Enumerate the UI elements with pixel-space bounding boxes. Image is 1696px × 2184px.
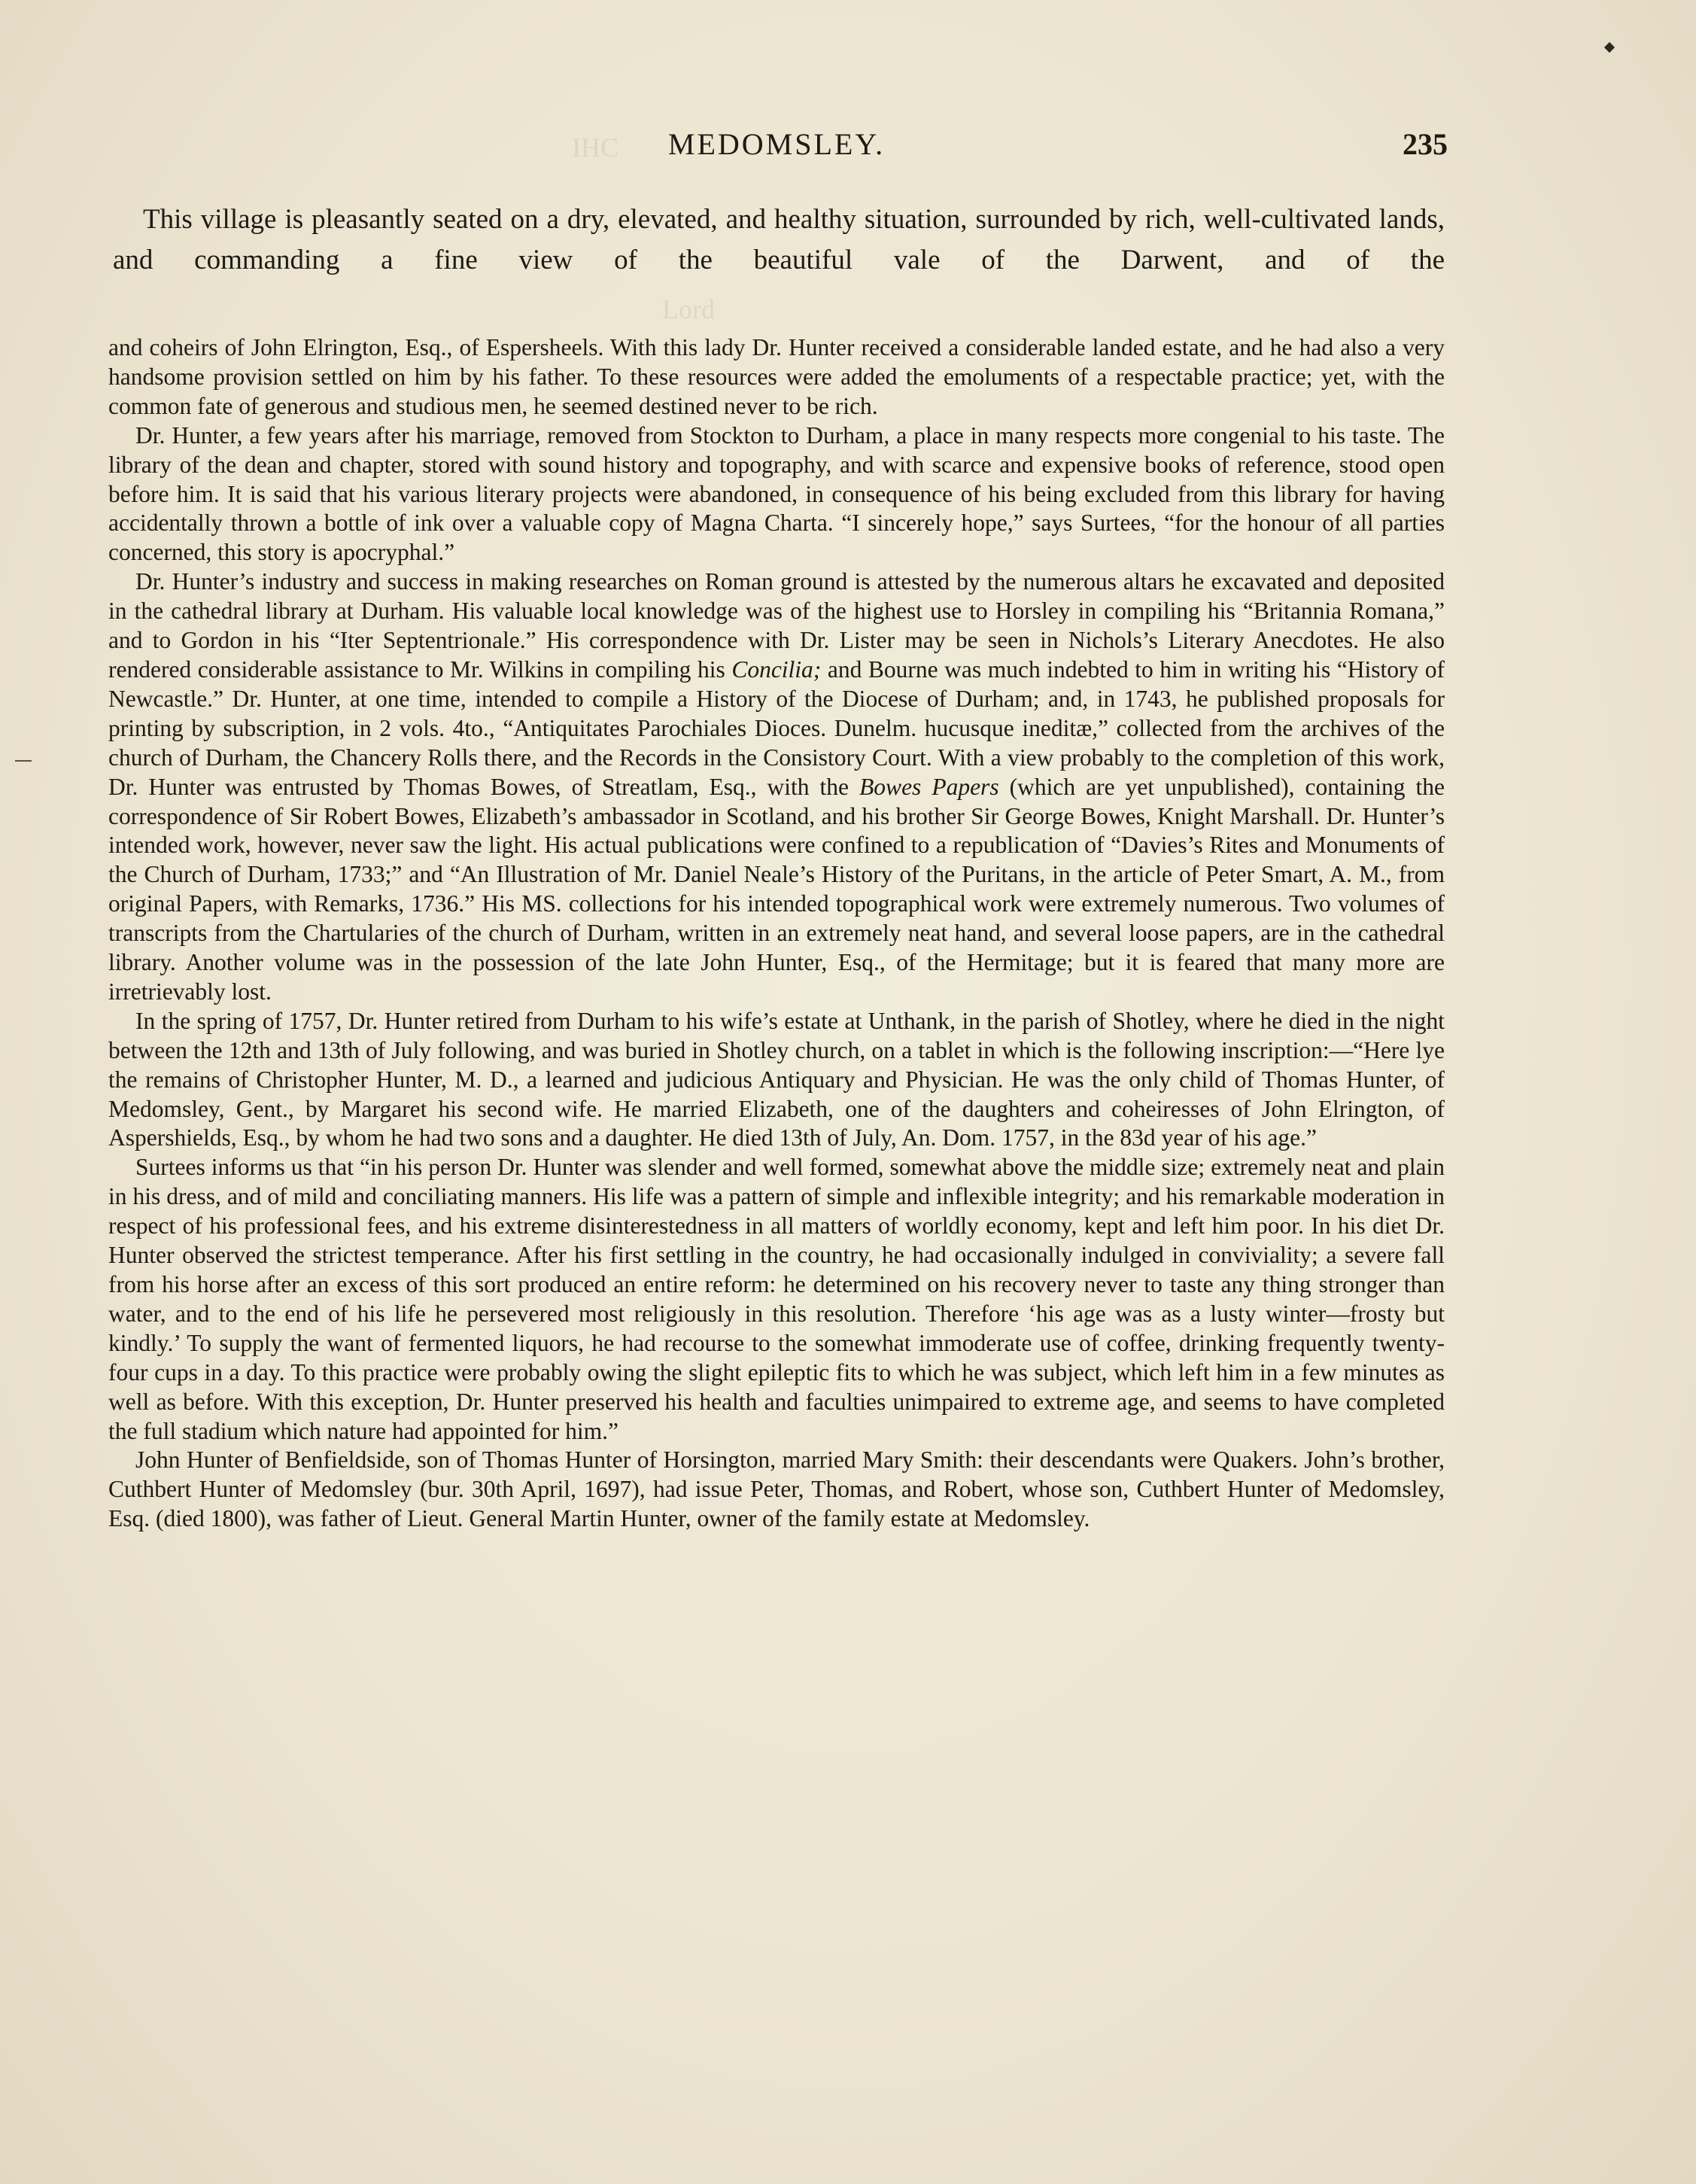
text-run: Dr. Hunter’s industry and success in making researches on Roman ground is attested by the numerous altars he excavated and deposited in the cathedral library at Durham. His valuable local knowledge was of the highest use to Horsley in compiling his “Britannia Romana,” and to Gordon in his “Iter Septentrionale.” His correspondence with Dr. Lister may be seen in Nichols’s Literary Anecdotes. He also rendered considerable assistance to Mr. Wilkins in compiling his xyxy=(108,568,1445,683)
text-run: and Bourne was much indebted to him in writing his “History of Newcastle.” Dr. Hunter, at one time, intended to compile a History of the Diocese of Durham; and, in 1743, he published proposals for printing by subscription, in 2 vols. 4to., “Antiquitates Parochiales Dioces. Dunelm. hucusque ineditæ,” collected from the archives of the church of Durham, the Chancery Rolls there, and the Records in the Consistory Court. With a view probably to the completion of this work, Dr. Hunter was entrusted by Thomas Bowes, of Streatlam, Esq., with the xyxy=(108,656,1445,800)
paragraph: John Hunter of Benfieldside, son of Thomas Hunter of Horsington, married Mary Smith: their descendants were Quakers. John’s brother, Cuthbert Hunter of Medomsley (bur. 30th April, 1697), had issue Peter, Thomas, and Robert, whose son, Cuthbert Hunter of Medomsley, Esq. (died 1800), was father of Lieut. General Martin Hunter, owner of the family estate at Medomsley. xyxy=(108,1446,1445,1532)
paragraph: In the spring of 1757, Dr. Hunter retired from Durham to his wife’s estate at Unthank, in the parish of Shotley, where he died in the night between the 12th and 13th of July following, and was buried in Shotley church, on a tablet in which is the following inscription:—“Here lye the remains of Christopher Hunter, M. D., a learned and judicious Antiquary and Physician. He was the only child of Thomas Hunter, of Medomsley, Gent., by Margaret his second wife. He married Elizabeth, one of the daughters and coheiresses of John Elrington, of Aspershields, Esq., by whom he had two sons and a daughter. He died 13th of July, An. Dom. 1757, in the 83d year of his age.” xyxy=(108,1007,1445,1151)
intro-section xyxy=(113,199,1445,281)
paragraph: Dr. Hunter, a few years after his marriage, removed from Stockton to Durham, a place in many respects more congenial to his taste. The library of the dean and chapter, stored with sound history and topography, and with scarce and expensive books of reference, stood open before him. It is said that his various literary projects were abandoned, in consequence of his being excluded from this library for having accidentally thrown a bottle of ink over a valuable copy of Magna Charta. “I sincerely hope,” says Surtees, “for the honour of all parties concerned, this story is apocryphal.” xyxy=(108,421,1445,566)
margin-dash xyxy=(15,760,32,762)
text-run: (which are yet unpublished), containing the correspondence of Sir Robert Bowes, Elizabeth’s ambassador in Scotland, and his brother Sir George Bowes, Knight Marshall. Dr. Hunter’s intended work, however, never saw the light. His actual publications were confined to a republication of “Davies’s Rites and Monuments of the Church of Durham, 1733;” and “An Illustration of Mr. Daniel Neale’s History of the Puritans, in the article of Peter Smart, A. M., from original Papers, with Remarks, 1736.” His MS. collections for his intended topographical work were extremely numerous. Two volumes of transcripts from the Chartularies of the church of Durham, written in an extremely neat hand, and several loose papers, are in the cathedral library. Another volume was in the possession of the late John Hunter, Esq., of the Hermitage; but it is feared that many more are irretrievably lost. xyxy=(108,773,1445,1005)
running-head xyxy=(105,126,1448,172)
italic-title: Bowes Papers xyxy=(859,773,999,800)
corner-ink-mark xyxy=(1604,42,1615,53)
show-through-text: IHC xyxy=(572,132,619,163)
page-number: 235 xyxy=(1403,127,1448,161)
italic-title: Concilia; xyxy=(731,656,822,683)
body-text xyxy=(108,333,1445,1534)
paragraph: and coheirs of John Elrington, Esq., of Espersheels. With this lady Dr. Hunter received a considerable landed estate, and he had also a very handsome provision settled on him by his father. To these resources were added the emoluments of a respectable practice; yet, with the common fate of generous and studious men, he seemed destined never to be rich. xyxy=(108,334,1445,419)
paragraph: Surtees informs us that “in his person Dr. Hunter was slender and well formed, somewhat above the middle size; extremely neat and plain in his dress, and of mild and conciliating manners. His life was a pattern of simple and inflexible integrity; and his remarkable moderation in respect of his professional fees, and his extreme disinterestedness in all matters of worldly economy, kept and left him poor. In his diet Dr. Hunter observed the strictest temperance. After his first settling in the country, he had occasionally indulged in conviviality; a severe fall from his horse after an excess of this sort produced an entire reform: he determined on his recovery never to taste any thing stronger than water, and to the end of his life he persevered most religiously in this resolution. Therefore ‘his age was as a lusty winter—frosty but kindly.’ To supply the want of fermented liquors, he had recourse to the somewhat immoderate use of coffee, drinking frequently twenty-four cups in a day. To this practice were probably owing the slight epileptic fits to which he was subject, which left him in a few minutes as well as before. With this exception, Dr. Hunter preserved his health and faculties unimpaired to extreme age, and seems to have completed the full stadium which nature had appointed for him.” xyxy=(108,1154,1445,1444)
paragraph xyxy=(108,567,1445,1007)
intro-paragraph: This village is pleasantly seated on a dry, elevated, and healthy situation, surrounded by rich, well-cultivated lands, and commanding a fine view of the beautiful vale of the Darwent, and of the xyxy=(113,204,1445,275)
show-through-text: Lord xyxy=(662,294,715,324)
running-title: MEDOMSLEY. xyxy=(667,127,886,161)
